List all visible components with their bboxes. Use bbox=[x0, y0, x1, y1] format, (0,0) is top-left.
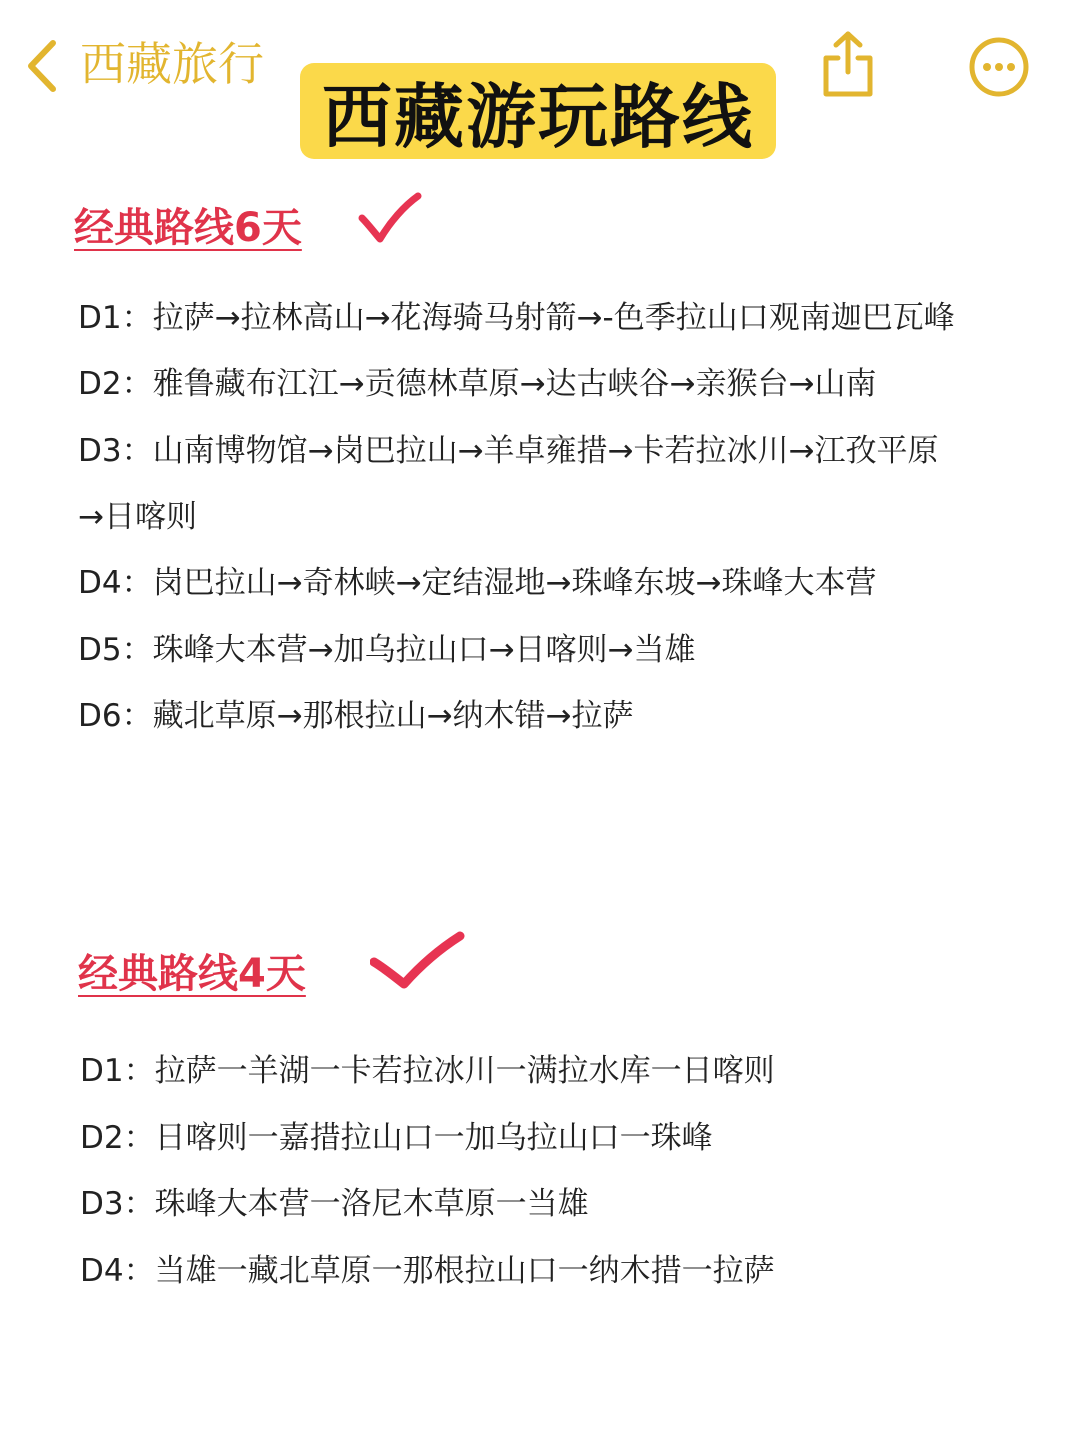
route-day-line: D1：拉萨→拉林高山→花海骑马射箭→-色季拉山口观南迦巴瓦峰 bbox=[78, 300, 955, 336]
route-day-line: D4：当雄一藏北草原一那根拉山口一纳木措一拉萨 bbox=[80, 1253, 775, 1289]
checkmark-icon bbox=[370, 930, 466, 990]
section-title-6-days: 经典路线6天 bbox=[74, 205, 302, 251]
route-day-line: D5：珠峰大本营→加乌拉山口→日喀则→当雄 bbox=[78, 632, 696, 668]
route-day-line: D2：雅鲁藏布江江→贡德林草原→达古峡谷→亲猴台→山南 bbox=[78, 366, 877, 402]
checkmark-icon bbox=[358, 192, 422, 244]
route-day-line: D4：岗巴拉山→奇林峡→定结湿地→珠峰东坡→珠峰大本营 bbox=[78, 565, 877, 601]
route-day-line: D2：日喀则一嘉措拉山口一加乌拉山口一珠峰 bbox=[80, 1120, 713, 1156]
more-icon bbox=[968, 36, 1030, 98]
chevron-left-icon bbox=[25, 39, 59, 93]
back-button[interactable] bbox=[22, 38, 62, 94]
banner-title: 西藏游玩路线 bbox=[322, 75, 754, 158]
share-icon bbox=[818, 30, 878, 98]
route-day-line-continued: →日喀则 bbox=[78, 499, 197, 535]
route-day-line: D1：拉萨一羊湖一卡若拉冰川一满拉水库一日喀则 bbox=[80, 1053, 775, 1089]
section-title-4-days: 经典路线4天 bbox=[78, 951, 306, 997]
route-day-line: D6：藏北草原→那根拉山→纳木错→拉萨 bbox=[78, 698, 634, 734]
title-banner bbox=[300, 63, 776, 159]
more-button[interactable] bbox=[968, 36, 1030, 98]
share-button[interactable] bbox=[818, 30, 878, 98]
route-day-line: D3：山南博物馆→岗巴拉山→羊卓雍措→卡若拉冰川→江孜平原 bbox=[78, 433, 939, 469]
route-day-line: D3：珠峰大本营一洛尼木草原一当雄 bbox=[80, 1186, 589, 1222]
nav-title: 西藏旅行 bbox=[80, 37, 264, 91]
